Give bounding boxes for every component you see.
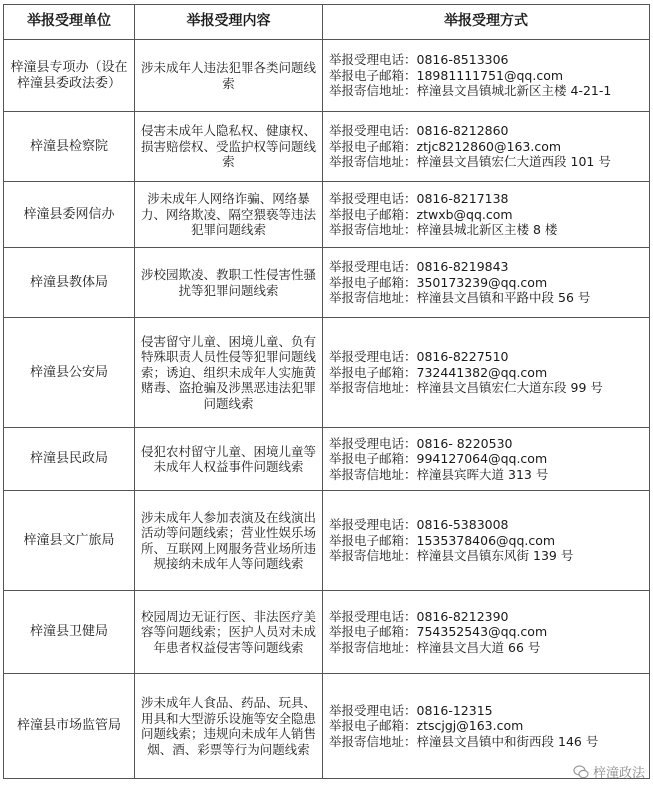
contact-cell: [323, 591, 650, 674]
phone-line: [329, 259, 645, 275]
unit-cell: 梓潼县检察院: [4, 112, 135, 182]
email-label: 举报电子邮箱：: [329, 532, 417, 548]
email-value[interactable]: ztjc8212860@163.com: [416, 138, 562, 154]
email-value[interactable]: ztwxb@qq.com: [416, 206, 513, 222]
watermark: [573, 762, 645, 781]
phone-line: [329, 123, 645, 139]
unit-cell: 梓潼县专项办（设在梓潼县委政法委）: [4, 40, 135, 112]
unit-cell: 梓潼县委网信办: [4, 182, 135, 248]
phone-line: [329, 191, 645, 207]
phone-label: 举报受理电话：: [329, 259, 417, 275]
table-row: [4, 248, 650, 318]
address-line: [329, 222, 645, 238]
phone-line: [329, 609, 645, 625]
header-unit: 举报受理单位: [4, 5, 135, 40]
email-line: [329, 533, 645, 549]
email-line: [329, 365, 645, 381]
address-label: 举报寄信地址：: [329, 290, 417, 306]
phone-line: [329, 703, 645, 719]
table-row: [4, 182, 650, 248]
phone-value: 0816-8227510: [416, 349, 509, 365]
phone-value: 0816-8513306: [416, 52, 509, 68]
address-label: 举报寄信地址：: [329, 548, 417, 564]
address-value: 梓潼县城北新区主楼 8 楼: [416, 222, 558, 238]
table-row: [4, 40, 650, 112]
phone-value: 0816-5383008: [416, 517, 509, 533]
contact-cell: [323, 428, 650, 491]
contact-cell: [323, 318, 650, 428]
header-method: 举报受理方式: [323, 5, 650, 40]
phone-line: [329, 349, 645, 365]
email-label: 举报电子邮箱：: [329, 364, 417, 380]
phone-value: 0816-12315: [416, 702, 493, 718]
report-table: [3, 4, 650, 779]
table-row: [4, 674, 650, 779]
email-line: [329, 275, 645, 291]
table-row: [4, 591, 650, 674]
email-line: [329, 68, 645, 84]
email-line: [329, 624, 645, 640]
unit-cell: 梓潼县教体局: [4, 248, 135, 318]
email-value[interactable]: 994127064@qq.com: [416, 451, 548, 467]
wechat-icon: [573, 764, 589, 780]
email-label: 举报电子邮箱：: [329, 274, 417, 290]
address-value: 梓潼县文昌镇和平路中段 56 号: [416, 290, 591, 306]
phone-label: 举报受理电话：: [329, 191, 417, 207]
table-row: [4, 318, 650, 428]
table-row: [4, 491, 650, 591]
content-cell: 校园周边无证行医、非法医疗美容等问题线索；医护人员对未成年患者权益侵害等问题线索: [135, 591, 323, 674]
address-label: 举报寄信地址：: [329, 222, 417, 238]
phone-label: 举报受理电话：: [329, 702, 417, 718]
address-label: 举报寄信地址：: [329, 154, 417, 170]
unit-cell: 梓潼县卫健局: [4, 591, 135, 674]
unit-cell: 梓潼县市场监管局: [4, 674, 135, 779]
address-line: [329, 290, 645, 306]
address-line: [329, 640, 645, 656]
email-line: [329, 451, 645, 467]
address-line: [329, 548, 645, 564]
header-content: 举报受理内容: [135, 5, 323, 40]
address-value: 梓潼县文昌镇宏仁大道西段 101 号: [416, 154, 611, 170]
email-value[interactable]: 732441382@qq.com: [416, 364, 548, 380]
address-label: 举报寄信地址：: [329, 639, 417, 655]
email-value[interactable]: 350173239@qq.com: [416, 274, 548, 290]
email-line: [329, 139, 645, 155]
address-label: 举报寄信地址：: [329, 466, 417, 482]
address-line: [329, 380, 645, 396]
unit-cell: 梓潼县公安局: [4, 318, 135, 428]
content-cell: 涉校园欺凌、教职工性侵害性骚扰等犯罪问题线索: [135, 248, 323, 318]
address-value: 梓潼县宾晖大道 313 号: [416, 466, 549, 482]
unit-cell: 梓潼县文广旅局: [4, 491, 135, 591]
email-label: 举报电子邮箱：: [329, 138, 417, 154]
address-value: 梓潼县文昌大道 66 号: [416, 639, 541, 655]
phone-label: 举报受理电话：: [329, 349, 417, 365]
phone-label: 举报受理电话：: [329, 52, 417, 68]
email-label: 举报电子邮箱：: [329, 451, 417, 467]
content-cell: 侵害未成年人隐私权、健康权、损害赔偿权、受监护权等问题线索: [135, 112, 323, 182]
phone-label: 举报受理电话：: [329, 435, 417, 451]
phone-value: 0816-8212860: [416, 123, 509, 139]
address-value: 梓潼县文昌镇城北新区主楼 4-21-1: [416, 83, 612, 99]
address-line: [329, 467, 645, 483]
email-line: [329, 718, 645, 734]
content-cell: 涉未成年人网络诈骗、网络暴力、网络欺凌、隔空猥亵等违法犯罪问题线索: [135, 182, 323, 248]
phone-line: [329, 517, 645, 533]
phone-value: 0816-8217138: [416, 191, 509, 207]
address-label: 举报寄信地址：: [329, 83, 417, 99]
contact-cell: [323, 182, 650, 248]
phone-label: 举报受理电话：: [329, 608, 417, 624]
email-value[interactable]: 18981111751@qq.com: [416, 67, 564, 83]
table-row: [4, 428, 650, 491]
address-label: 举报寄信地址：: [329, 380, 417, 396]
address-line: [329, 83, 645, 99]
email-line: [329, 207, 645, 223]
address-line: [329, 734, 645, 750]
address-label: 举报寄信地址：: [329, 733, 417, 749]
phone-line: [329, 436, 645, 452]
address-line: [329, 154, 645, 170]
email-value[interactable]: ztscjgj@163.com: [416, 718, 524, 734]
content-cell: 侵害留守儿童、困境儿童、负有特殊职责人员性侵等犯罪问题线索；诱迫、组织未成年人实施黄赌毒、盗抢骗及涉黑恶违法犯罪问题线索: [135, 318, 323, 428]
email-label: 举报电子邮箱：: [329, 206, 417, 222]
email-value[interactable]: 1535378406@qq.com: [416, 532, 556, 548]
address-value: 梓潼县文昌镇东风街 139 号: [416, 548, 574, 564]
phone-label: 举报受理电话：: [329, 517, 417, 533]
phone-label: 举报受理电话：: [329, 123, 417, 139]
phone-value: 0816- 8220530: [416, 435, 513, 451]
phone-value: 0816-8219843: [416, 259, 509, 275]
email-label: 举报电子邮箱：: [329, 67, 417, 83]
header-row: [4, 5, 650, 40]
phone-value: 0816-8212390: [416, 608, 509, 624]
watermark-text: 梓潼政法: [592, 766, 645, 781]
content-cell: 涉未成年人参加表演及在线演出活动等问题线索；营业性娱乐场所、互联网上网服务营业场所违规接纳未成年人等问题线索: [135, 491, 323, 591]
email-value[interactable]: 754352543@qq.com: [416, 624, 548, 640]
address-value: 梓潼县文昌镇中和街西段 146 号: [416, 733, 599, 749]
contact-cell: [323, 491, 650, 591]
unit-cell: 梓潼县民政局: [4, 428, 135, 491]
table-row: [4, 112, 650, 182]
email-label: 举报电子邮箱：: [329, 624, 417, 640]
content-cell: 侵犯农村留守儿童、困境儿童等未成年人权益事件问题线索: [135, 428, 323, 491]
address-value: 梓潼县文昌镇宏仁大道东段 99 号: [416, 380, 603, 396]
content-cell: 涉未成年人违法犯罪各类问题线索: [135, 40, 323, 112]
email-label: 举报电子邮箱：: [329, 718, 417, 734]
phone-line: [329, 52, 645, 68]
contact-cell: [323, 40, 650, 112]
content-cell: 涉未成年人食品、药品、玩具、用具和大型游乐设施等安全隐患问题线索；违规向未成年人销售烟、酒、彩票等行为问题线索: [135, 674, 323, 779]
contact-cell: [323, 112, 650, 182]
contact-cell: [323, 248, 650, 318]
